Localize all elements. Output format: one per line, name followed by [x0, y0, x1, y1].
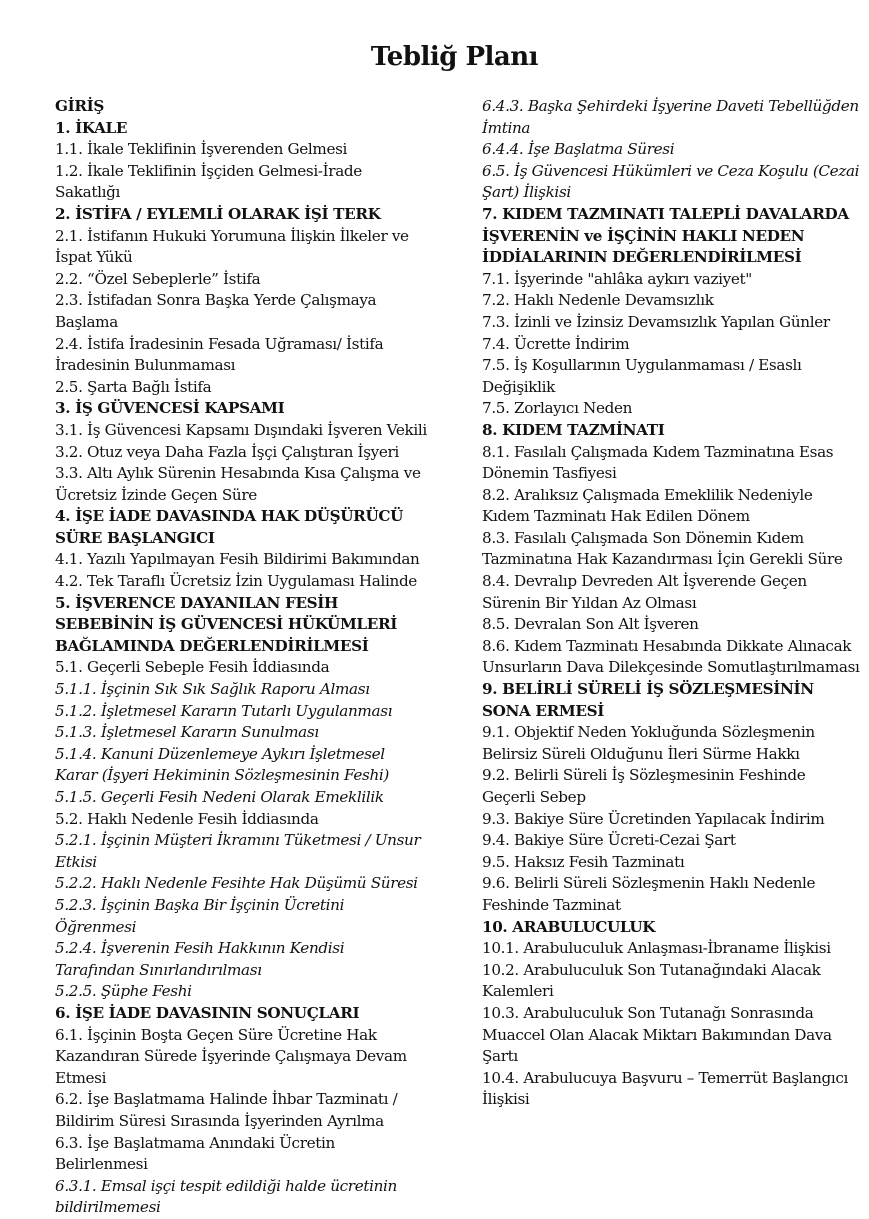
toc-entry: 9.1. Objektif Neden Yokluğunda Sözleşmenin Belirsiz Süreli Olduğunu İleri Sürme Hakkı [482, 723, 815, 763]
toc-entry: 8.5. Devralan Son Alt İşveren [482, 615, 699, 634]
toc-entry: 9.2. Belirli Süreli İş Sözleşmesinin Feshinde Geçerli Sebep [482, 766, 806, 806]
toc-entry: 4.1. Yazılı Yapılmayan Fesih Bildirimi Bakımından [55, 550, 420, 569]
toc-entry: 5.1.4. Kanuni Düzenlemeye Aykırı İşletmesel Karar (İşyeri Hekiminin Sözleşmesinin Feshi) [55, 744, 389, 785]
page-title: Tebliğ Planı [370, 42, 539, 72]
toc-entry: 9.6. Belirli Süreli Sözleşmenin Haklı Nedenle Feshinde Tazminat [482, 874, 816, 914]
toc-entry: 10.4. Arabulucuya Başvuru – Temerrüt Başlangıcı İlişkisi [482, 1068, 849, 1109]
toc-entry: 9.4. Bakiye Süre Ücreti-Cezai Şart [482, 831, 736, 850]
toc-entry: 5.1.1. İşçinin Sık Sık Sağlık Raporu Alması [55, 680, 370, 699]
toc-right-column [482, 96, 860, 1111]
toc-entry: 6.1. İşçinin Boşta Geçen Süre Ücretine Hak Kazandıran Sürede İşyerinde Çalışmaya Devam Etmesi [55, 1025, 407, 1087]
toc-entry: 2.1. İstifanın Hukuki Yorumuna İlişkin İlkeler ve İspat Yükü [55, 226, 409, 267]
toc-entry: 5.2.3. İşçinin Başka Bir İşçinin Ücretini Öğrenmesi [55, 895, 345, 936]
toc-entry: 3.3. Altı Aylık Sürenin Hesabında Kısa Çalışma ve Ücretsiz İzinde Geçen Süre [55, 464, 421, 504]
toc-entry: 7.5. İş Koşullarının Uygulanmaması / Esaslı Değişiklik [482, 356, 802, 396]
toc-heading: 6. İŞE İADE DAVASININ SONUÇLARI [55, 1003, 360, 1022]
toc-entry: 2.2. “Özel Sebeplerle” İstifa [55, 269, 261, 288]
toc-heading: 4. İŞE İADE DAVASINDA HAK DÜŞÜRÜCÜ SÜRE BAŞLANGICI [55, 507, 403, 547]
toc-entry: 6.3.1. Emsal işçi tespit edildiği halde ücretinin bildirilmemesi [55, 1176, 397, 1217]
toc-heading: 3. İŞ GÜVENCESİ KAPSAMI [55, 399, 285, 418]
toc-entry: 1.2. İkale Teklifinin İşçiden Gelmesi-İrade Sakatlığı [55, 161, 362, 202]
toc-entry: 5.2.5. Şüphe Feshi [55, 982, 192, 1001]
toc-entry: 2.4. İstifa İradesinin Fesada Uğraması/ İstifa İradesinin Bulunmaması [55, 334, 384, 375]
toc-entry: 7.3. İzinli ve İzinsiz Devamsızlık Yapılan Günler [482, 312, 830, 331]
toc-entry: 6.4.3. Başka Şehirdeki İşyerine Daveti Tebellüğden İmtina [482, 97, 859, 137]
toc-heading: 10. ARABULUCULUK [482, 917, 656, 936]
toc-entry: 5.1.2. İşletmesel Kararın Tutarlı Uygulanması [55, 701, 393, 720]
toc-entry: 6.2. İşe Başlatmama Halinde İhbar Tazminatı / Bildirim Süresi Sırasında İşyerinden Ayrılma [55, 1090, 398, 1130]
toc-entry: 5.2.4. İşverenin Fesih Hakkının Kendisi Tarafından Sınırlandırılması [55, 939, 345, 979]
toc-heading: 2. İSTİFA / EYLEMLİ OLARAK İŞİ TERK [55, 204, 381, 223]
toc-entry: 8.4. Devralıp Devreden Alt İşverende Geçen Sürenin Bir Yıldan Az Olması [482, 572, 807, 612]
toc-entry: 7.1. İşyerinde "ahlâka aykırı vaziyet" [482, 269, 752, 288]
toc-heading: 8. KIDEM TAZMİNATI [482, 420, 665, 439]
toc-entry: 2.5. Şarta Bağlı İstifa [55, 377, 212, 396]
toc-entry: 5.1.3. İşletmesel Kararın Sunulması [55, 723, 319, 742]
toc-entry: 5.2.1. İşçinin Müşteri İkramını Tüketmesi / Unsur Etkisi [55, 831, 421, 871]
toc-heading: 7. KIDEM TAZMINATI TALEPLİ DAVALARDA İŞVERENİN ve İŞÇİNİN HAKLI NEDEN İDDİALARININ DEĞERLENDİRİLMESİ [482, 204, 849, 267]
toc-entry: 7.2. Haklı Nedenle Devamsızlık [482, 291, 714, 310]
toc-heading: 1. İKALE [55, 118, 128, 137]
toc-entry: 8.1. Fasılalı Çalışmada Kıdem Tazminatına Esas Dönemin Tasfiyesi [482, 442, 834, 483]
toc-heading: GİRİŞ [55, 97, 105, 115]
toc-heading: 5. İŞVERENCE DAYANILAN FESİH SEBEBİNİN İŞ GÜVENCESİ HÜKÜMLERİ BAĞLAMINDA DEĞERLENDİRİLMESİ [55, 593, 397, 655]
toc-entry: 5.1. Geçerli Sebeple Fesih İddiasında [55, 658, 330, 677]
toc-entry: 2.3. İstifadan Sonra Başka Yerde Çalışmaya Başlama [55, 291, 377, 331]
toc-entry: 7.5. Zorlayıcı Neden [482, 399, 633, 418]
toc-heading: 9. BELİRLİ SÜRELİ İŞ SÖZLEŞMESİNİN SONA ERMESİ [482, 680, 814, 720]
toc-entry: 3.1. İş Güvencesi Kapsamı Dışındaki İşveren Vekili [55, 420, 427, 439]
toc-entry: 4.2. Tek Taraflı Ücretsiz İzin Uygulaması Halinde [55, 572, 417, 591]
toc-entry: 8.6. Kıdem Tazminatı Hesabında Dikkate Alınacak Unsurların Dava Dilekçesinde Somutlaştırılmaması [482, 636, 860, 677]
toc-entry: 9.3. Bakiye Süre Ücretinden Yapılacak İndirim [482, 809, 825, 828]
toc-entry: 10.3. Arabuluculuk Son Tutanağı Sonrasında Muaccel Olan Alacak Miktarı Bakımından Dava Şartı [482, 1003, 832, 1066]
toc-entry: 6.4.4. İşe Başlatma Süresi [482, 140, 675, 159]
toc-entry: 5.2. Haklı Nedenle Fesih İddiasında [55, 809, 319, 828]
toc-entry: 5.2.2. Haklı Nedenle Fesihte Hak Düşümü Süresi [55, 874, 418, 893]
toc-entry: 7.4. Ücrette İndirim [482, 334, 630, 353]
toc-entry: 8.3. Fasılalı Çalışmada Son Dönemin Kıdem Tazminatına Hak Kazandırması İçin Gerekli Süre [482, 528, 843, 569]
toc-entry: 10.1. Arabuluculuk Anlaşması-İbraname İlişkisi [482, 939, 831, 958]
toc-entry: 6.5. İş Güvencesi Hükümleri ve Ceza Koşulu (Cezai Şart) İlişkisi [482, 161, 860, 202]
toc-left-column [55, 96, 427, 1219]
toc-entry: 3.2. Otuz veya Daha Fazla İşçi Çalıştıran İşyeri [55, 442, 399, 461]
toc-entry: 10.2. Arabuluculuk Son Tutanağındaki Alacak Kalemleri [482, 960, 821, 1001]
toc-entry: 5.1.5. Geçerli Fesih Nedeni Olarak Emeklilik [55, 788, 384, 806]
toc-entry: 1.1. İkale Teklifinin İşverenden Gelmesi [55, 140, 348, 159]
toc-entry: 9.5. Haksız Fesih Tazminatı [482, 852, 685, 871]
toc-entry: 8.2. Aralıksız Çalışmada Emeklilik Nedeniyle Kıdem Tazminatı Hak Edilen Dönem [482, 485, 813, 526]
toc-entry: 6.3. İşe Başlatmama Anındaki Ücretin Belirlenmesi [55, 1133, 335, 1174]
